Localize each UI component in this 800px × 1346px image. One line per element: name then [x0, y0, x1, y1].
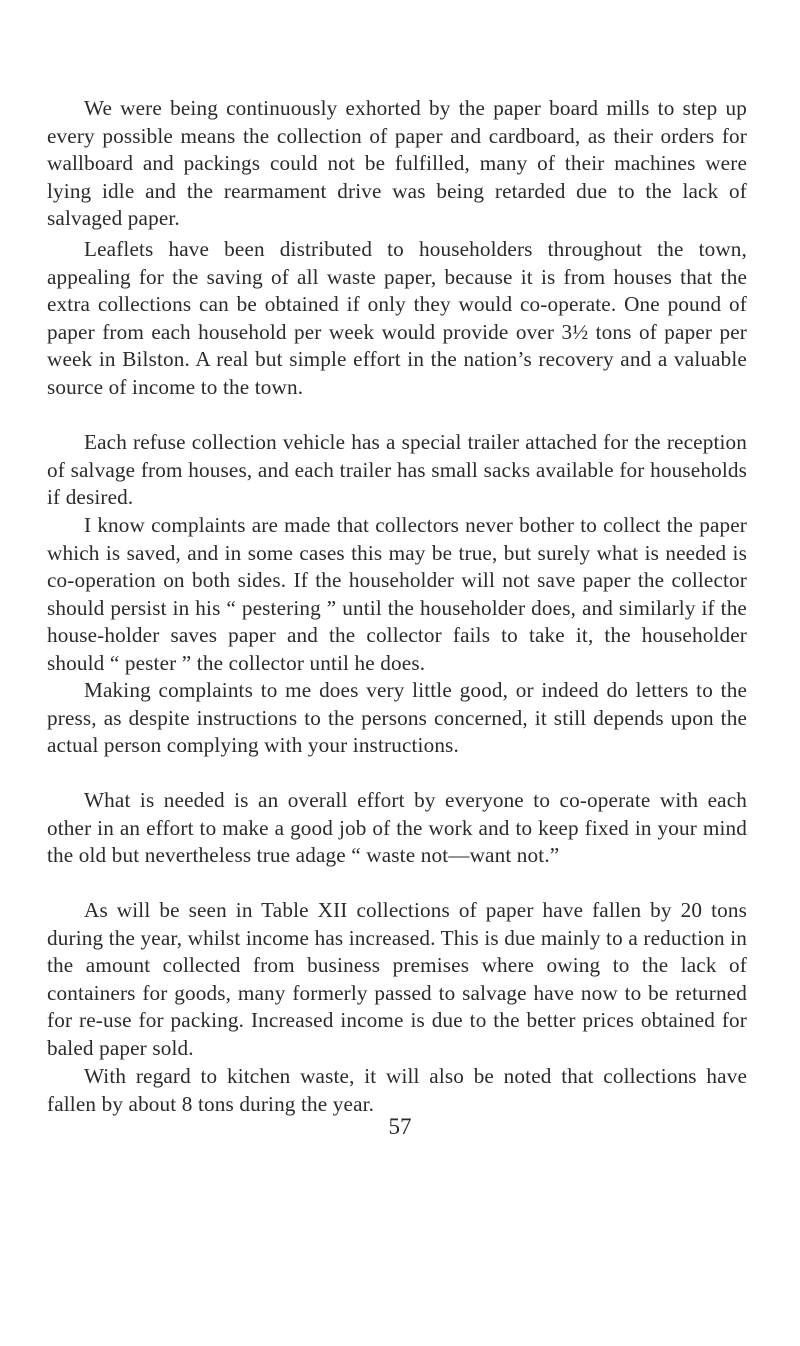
paragraph-overall-effort: What is needed is an overall effort by everyone to co-operate with each other in an effort to make a good job of the work and to keep fixed in your mind the old but nevertheless true adage “ waste not—want not.”	[47, 788, 747, 867]
paragraph-complaints-collectors: I know complaints are made that collectors never bother to collect the paper which is saved, and in some cases this may be true, but surely what is needed is co-operation on both sides. If the householder will not save paper the collector should persist in his “ pestering ” until the householder does, and similarly if the house-holder saves paper and the collector fails to take it, the householder should “ pester ” the collector until he does.	[47, 513, 747, 675]
paragraph-table-xii: As will be seen in Table XII collections of paper have fallen by 20 tons during the year, whilst income has increased. This is due mainly to a reduction in the amount collected from business premises where owing to the lack of containers for goods, many formerly passed to salvage have now to be returned for re-use for packing. Increased income is due to the better prices obtained for baled paper sold.	[47, 898, 747, 1060]
paragraph-paper-board-mills: We were being continuously exhorted by the paper board mills to step up every possible means the collection of paper and cardboard, as their orders for wallboard and packings could not be fulfilled, many of their machines were lying idle and the rearmament drive was being retarded due to the lack of salvaged paper.	[47, 96, 747, 230]
page-number: 57	[388, 1114, 412, 1139]
paragraph-refuse-vehicle: Each refuse collection vehicle has a special trailer attached for the reception of salvage from houses, and each trailer has small sacks available for households if desired.	[47, 430, 747, 509]
paragraph-making-complaints: Making complaints to me does very little good, or indeed do letters to the press, as despite instructions to the persons concerned, it still depends upon the actual person complying with your instructions.	[47, 678, 747, 757]
paragraph-kitchen-waste: With regard to kitchen waste, it will also be noted that collections have fallen by about 8 tons during the year.	[47, 1064, 747, 1116]
paragraph-leaflets: Leaflets have been distributed to householders throughout the town, appealing for the saving of all waste paper, because it is from houses that the extra collections can be obtained if only they would co-operate. One pound of paper from each household per week would provide over 3½ tons of paper per week in Bilston. A real but simple effort in the nation’s recovery and a valuable source of income to the town.	[47, 237, 747, 399]
